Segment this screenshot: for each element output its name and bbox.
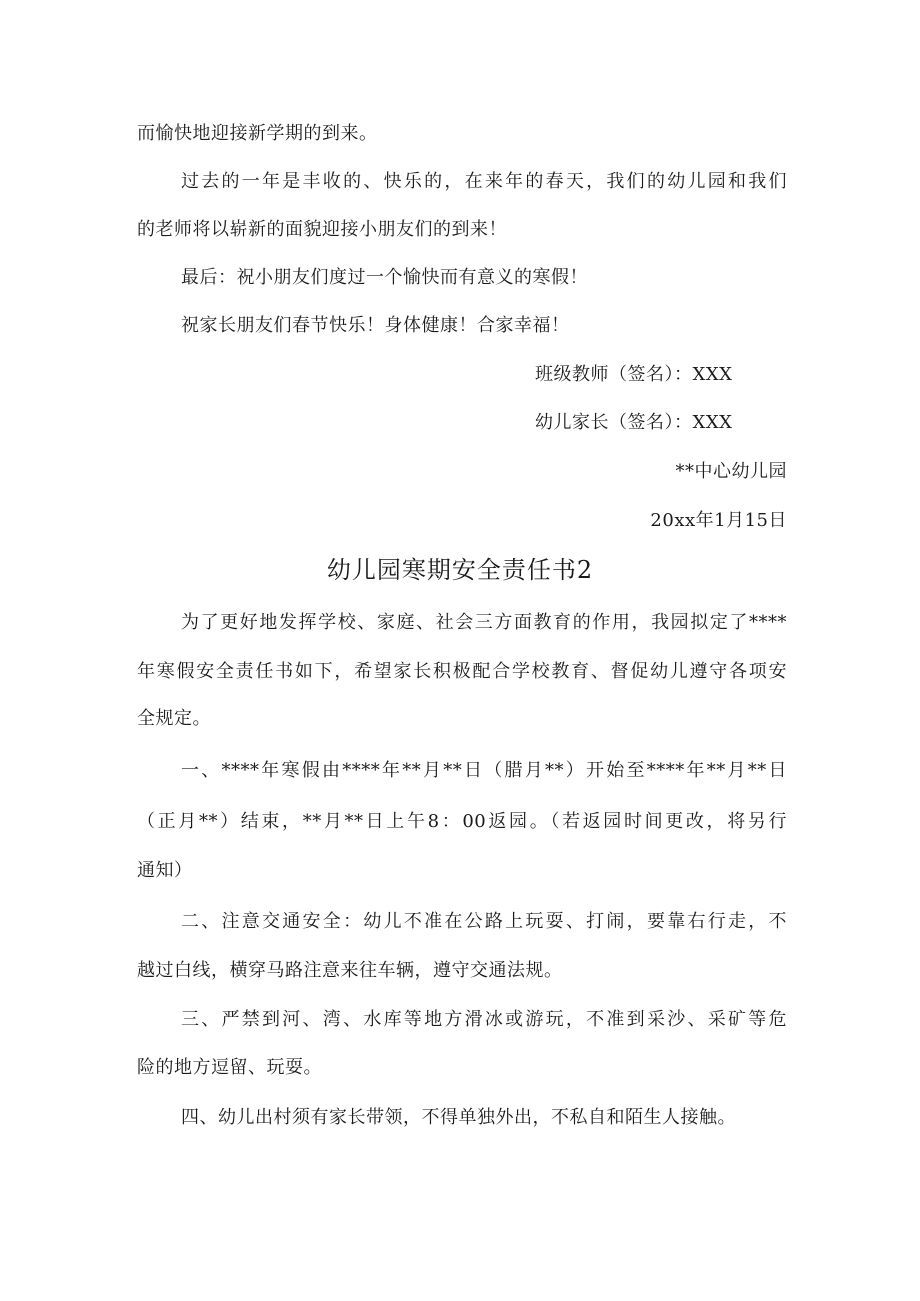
continuation-text: 而愉快地迎接新学期的到来。 [137, 123, 378, 144]
item-4-line-1: 四、幼儿出村须有家长带领，不得单独外出，不私自和陌生人接触。 [181, 1107, 736, 1128]
parent-signature: 幼儿家长（签名）：XXX [535, 412, 733, 433]
item-1-line-3: 通知） [137, 860, 193, 881]
item-3-line-1: 三、严禁到河、湾、水库等地方滑冰或游玩，不准到采沙、采矿等危 [181, 1009, 787, 1030]
item-1-line-1: 一、****年寒假由****年**月**日（腊月**）开始至****年**月**日 [181, 760, 787, 781]
item-2-line-1: 二、注意交通安全：幼儿不准在公路上玩耍、打闹，要靠右行走，不 [181, 911, 787, 932]
wish-parents: 祝家长朋友们春节快乐！身体健康！合家幸福！ [181, 315, 570, 336]
intro-line-1: 为了更好地发挥学校、家庭、社会三方面教育的作用，我园拟定了**** [181, 612, 787, 633]
document-date: 20xx年1月15日 [650, 510, 787, 531]
item-3-line-2: 险的地方逗留、玩耍。 [137, 1057, 322, 1078]
intro-line-2: 年寒假安全责任书如下，希望家长积极配合学校教育、督促幼儿遵守各项安 [137, 661, 787, 682]
wish-children: 最后：祝小朋友们度过一个愉快而有意义的寒假！ [181, 267, 588, 288]
paragraph-past-year-line-2: 的老师将以崭新的面貌迎接小朋友们的到来！ [137, 219, 507, 240]
item-1-line-2: （正月**）结束，**月**日上午8：00返园。（若返园时间更改，将另行 [137, 811, 787, 832]
paragraph-past-year-line-1: 过去的一年是丰收的、快乐的，在来年的春天，我们的幼儿园和我们 [181, 171, 787, 192]
section-title: 幼儿园寒期安全责任书2 [326, 556, 594, 584]
kindergarten-name: **中心幼儿园 [675, 461, 787, 482]
item-2-line-2: 越过白线，横穿马路注意来往车辆，遵守交通法规。 [137, 960, 563, 981]
intro-line-3: 全规定。 [137, 708, 211, 729]
teacher-signature: 班级教师（签名）：XXX [535, 364, 733, 385]
